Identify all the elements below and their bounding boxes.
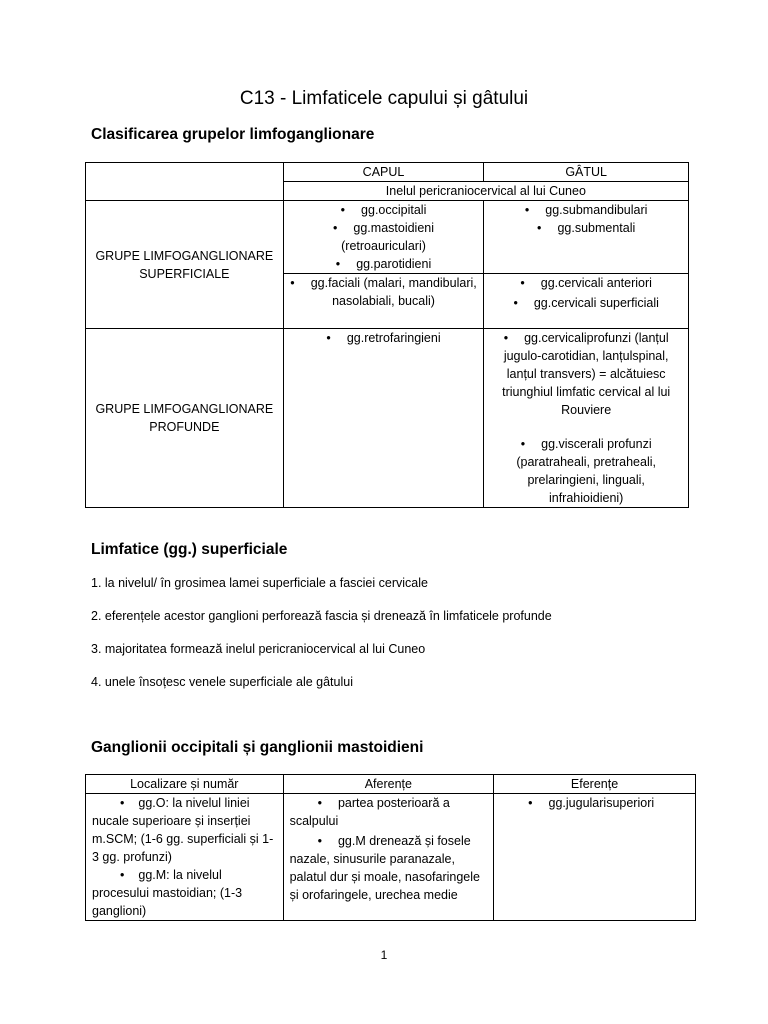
cell-sup-capul-b: • gg.faciali (malari, mandibulari, nasolabiali, bucali) <box>283 274 484 329</box>
cell-eferente <box>494 794 696 921</box>
cell-prof-capul <box>283 329 484 508</box>
list-item: • gg.retrofaringieni <box>326 331 441 345</box>
list-item: • gg.jugularisuperiori <box>528 796 655 810</box>
list-item: • gg.submentali <box>537 221 636 235</box>
col-header-localizare: Localizare și număr <box>86 775 284 794</box>
table-corner-cell <box>86 163 284 201</box>
col-header-eferente: Eferențe <box>494 775 696 794</box>
col-header-capul: CAPUL <box>283 163 484 182</box>
list-item: • gg.submandibulari <box>524 203 648 217</box>
section-heading-ganglionii: Ganglionii occipitali și ganglionii mastoidieni <box>91 739 424 756</box>
list-item: • gg.M drenează și fosele nazale, sinusurile paranazale, palatul dur și moale, nasofaringele și orofaringele, urechea medie <box>289 834 480 902</box>
col-header-aferente: Aferențe <box>283 775 494 794</box>
col-header-gatul: GÂTUL <box>484 163 689 182</box>
list-item: 4. unele însoțesc venele superficiale ale gâtului <box>91 675 353 689</box>
list-item: • gg.viscerali profunzi (paratraheali, pretraheali, prelaringieni, linguali, infrahioidieni) <box>516 437 656 505</box>
list-item: • gg.cervicali anteriori <box>520 276 652 290</box>
classification-table <box>85 162 689 508</box>
list-item: • gg.O: la nivelul liniei nucale superioare și inserției m.SCM; (1-6 gg. superficiali și 1-3 gg. profunzi) <box>92 796 274 864</box>
page-number: 1 <box>380 948 388 962</box>
section-heading-superficiale: Limfatice (gg.) superficiale <box>91 541 288 558</box>
list-item: 1. la nivelul/ în grosimea lamei superficiale a fasciei cervicale <box>91 576 428 590</box>
occipital-mastoid-table <box>85 774 696 921</box>
list-item: • gg.cervicali superficiali <box>513 296 659 310</box>
cell-sup-gatul-b <box>484 274 689 329</box>
list-item: • gg.M: la nivelul procesului mastoidian; (1-3 ganglioni) <box>92 868 243 918</box>
document-title: C13 - Limfaticele capului și gâtului <box>239 88 529 109</box>
cell-sup-gatul-a <box>484 201 689 274</box>
list-item: • gg.parotidieni <box>335 257 432 271</box>
cell-aferente <box>283 794 494 921</box>
list-item: • gg.mastoidieni (retroauriculari) <box>333 221 435 253</box>
row-label-superficiale: GRUPE LIMFOGANGLIONARE SUPERFICIALE <box>86 201 284 329</box>
section-heading-clasificare: Clasificarea grupelor limfoganglionare <box>91 126 375 143</box>
cell-prof-gatul <box>484 329 689 508</box>
cell-localizare <box>86 794 284 921</box>
list-item: • gg.cervicaliprofunzi (lanțul jugulo-carotidian, lanțulspinal, lanțul transvers) = alcătuiesc triunghiul limfatic cervical al lui Rouviere <box>502 331 671 417</box>
list-item: • gg.occipitali <box>340 203 427 217</box>
cell-sup-capul-a <box>283 201 484 274</box>
list-item: • partea posterioară a scalpului <box>289 796 450 828</box>
list-item: 3. majoritatea formează inelul pericraniocervical al lui Cuneo <box>91 642 426 656</box>
ring-row: Inelul pericraniocervical al lui Cuneo <box>283 182 688 201</box>
list-item: 2. eferențele acestor ganglioni perforează fascia și drenează în limfaticele profunde <box>91 609 552 623</box>
row-label-profunde: GRUPE LIMFOGANGLIONARE PROFUNDE <box>86 329 284 508</box>
